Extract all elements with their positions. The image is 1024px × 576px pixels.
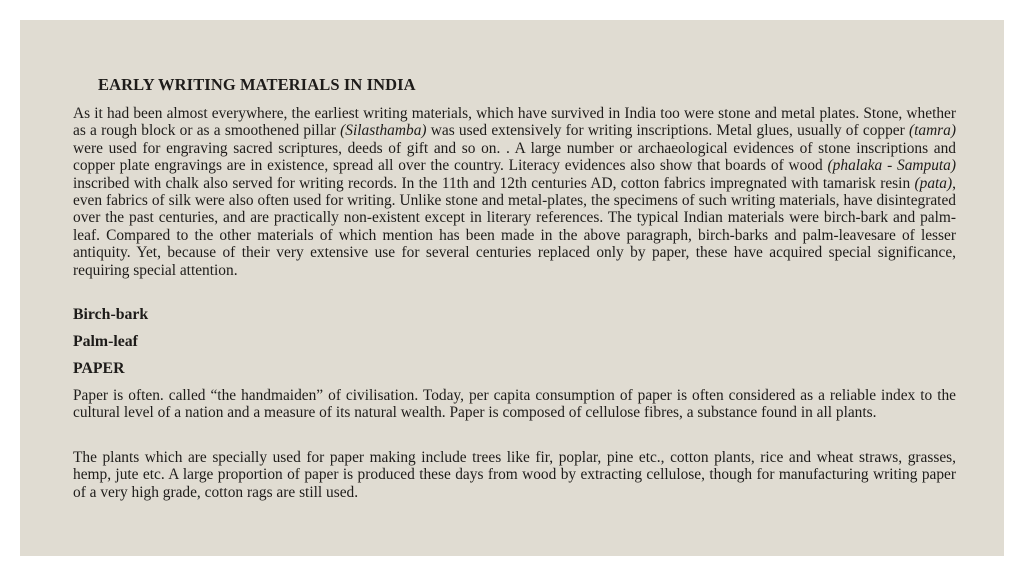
heading-birch-bark: Birch-bark (73, 306, 149, 323)
intro-text: was used extensively for writing inscriptions. Metal glues, usually of copper (426, 122, 909, 140)
term-tamra: (tamra) (908, 122, 956, 140)
intro-text: , even fabrics of silk were also often used for writing. Unlike stone and metal-plates, the specimens of such writing materials, have disintegrated over the past centuries, and are practically non-existent except in literary references. The typical Indian materials were birch-bark and palm-leaf. Compared to the other materials of which mention has been made in the above paragraph, birch-barks and palm-leavesare of lesser antiquity. Yet, because of their very extensive use for several centuries replaced only by paper, these have acquired special significance, requiring special attention. (73, 174, 956, 279)
term-silasthamba: (Silasthamba) (340, 122, 427, 140)
term-pata: (pata) (914, 174, 953, 192)
intro-text: inscribed with chalk also served for writing records. In the 11th and 12th centuries AD, cotton fabrics impregnated with tamarisk resin (73, 174, 915, 192)
intro-text: were used for engraving sacred scriptures, deeds of gift and so on. . A large number or archaeological evidences of stone inscriptions and copper plate engravings are in existence, spread all over the country. Literacy evidences also show that boards of wood (73, 139, 956, 175)
heading-paper: PAPER (73, 360, 125, 377)
slide-title: EARLY WRITING MATERIALS IN INDIA (98, 75, 416, 94)
paper-paragraph-1: Paper is often. called “the handmaiden” of civilisation. Today, per capita consumption of paper is often considered as a reliable index to the cultural level of a nation and a measure of its natural wealth. Paper is composed of cellulose fibres, a substance found in all plants. (73, 387, 956, 422)
intro-paragraph (73, 105, 956, 279)
term-phalaka-samputa: (phalaka - Samputa) (827, 157, 956, 175)
paper-paragraph-2: The plants which are specially used for paper making include trees like fir, poplar, pine etc., cotton plants, rice and wheat straws, grasses, hemp, jute etc. A large proportion of paper is produced these days from wood by extracting cellulose, though for manufacturing writing paper of a very high grade, cotton rags are still used. (73, 449, 956, 501)
intro-text: As it had been almost everywhere, the earliest writing materials, which have survived in India too were stone and metal plates. Stone, whether as a rough block or as a smoothened pillar (73, 105, 956, 140)
heading-palm-leaf: Palm-leaf (73, 333, 138, 350)
slide (20, 20, 1004, 556)
